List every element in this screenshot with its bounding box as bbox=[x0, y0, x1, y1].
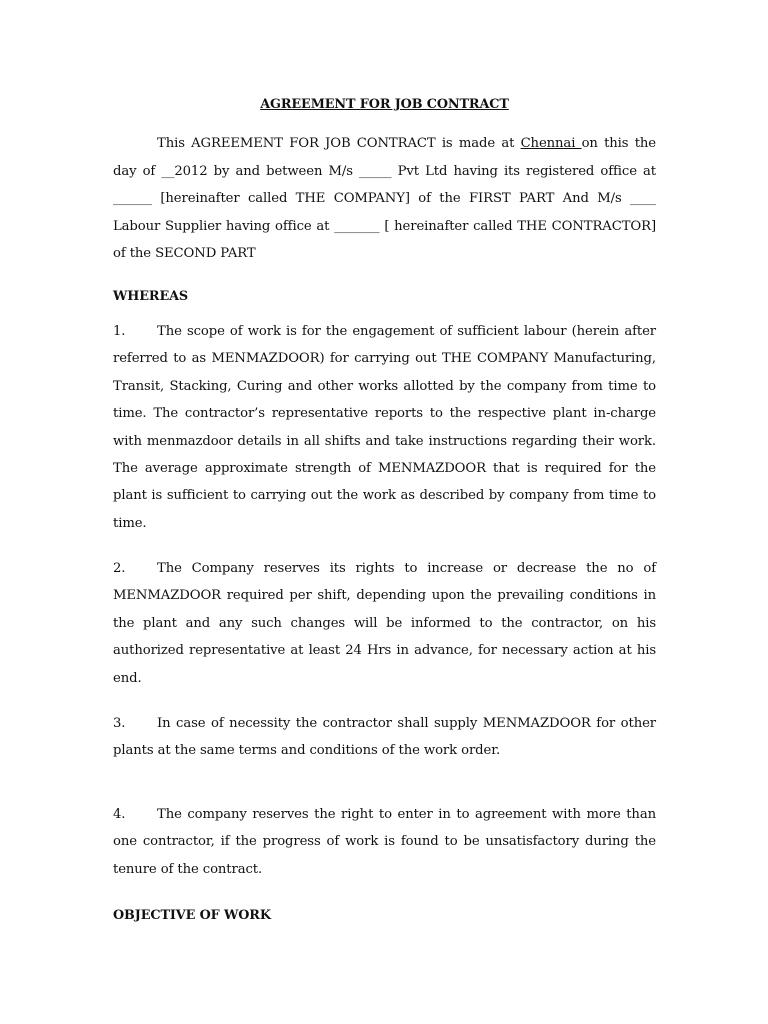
clause-text: The company reserves the right to enter in to agreement with more than one contractor, if the progress of work is found to be unsatisfactory during the tenure of the contract. bbox=[113, 807, 656, 877]
clause-number: 3. bbox=[113, 716, 126, 731]
clause-text: The Company reserves its rights to increase or decrease the no of MENMAZDOOR required per shift, depending upon the prevailing conditions in the plant and any such changes will be informed to the contractor, on his authorized representative at least 24 Hrs in advance, for necessary action at his end. bbox=[113, 561, 656, 686]
clause-3 bbox=[113, 710, 656, 765]
clause-4 bbox=[113, 801, 656, 883]
clause-number: 4. bbox=[113, 807, 126, 822]
intro-paragraph bbox=[113, 130, 656, 267]
clause-2 bbox=[113, 555, 656, 692]
clause-text: In case of necessity the contractor shall supply MENMAZDOOR for other plants at the same terms and conditions of the work order. bbox=[113, 716, 656, 759]
intro-text-rest: on this the day of __2012 by and between M/s _____ Pvt Ltd having its registered office at ______ [hereinafter called THE COMPANY] of the FIRST PART And M/s ____ Labour Supplier having office at _______ [ hereinafter called THE CONTRACTOR] of the SECOND PART bbox=[113, 136, 656, 262]
clause-text: The scope of work is for the engagement of sufficient labour (herein after referred to as MENMAZDOOR) for carrying out THE COMPANY Manufacturing, Transit, Stacking, Curing and other works allotted by the company from time to time. The contractor’s representative reports to the respective plant in-charge with menmazdoor details in all shifts and take instructions regarding their work. The average approximate strength of MENMAZDOOR that is required for the plant is sufficient to carrying out the work as described by company from time to time. bbox=[113, 324, 656, 531]
intro-text-start: This AGREEMENT FOR JOB CONTRACT is made at bbox=[157, 136, 521, 152]
clause-number: 2. bbox=[113, 561, 126, 576]
document-body bbox=[113, 91, 656, 923]
objective-heading: OBJECTIVE OF WORK bbox=[113, 908, 271, 923]
whereas-heading: WHEREAS bbox=[113, 289, 189, 304]
intro-place: Chennai bbox=[520, 136, 582, 152]
clause-number: 1. bbox=[113, 324, 126, 339]
document-title: AGREEMENT FOR JOB CONTRACT bbox=[260, 97, 509, 112]
clause-1 bbox=[113, 318, 656, 537]
